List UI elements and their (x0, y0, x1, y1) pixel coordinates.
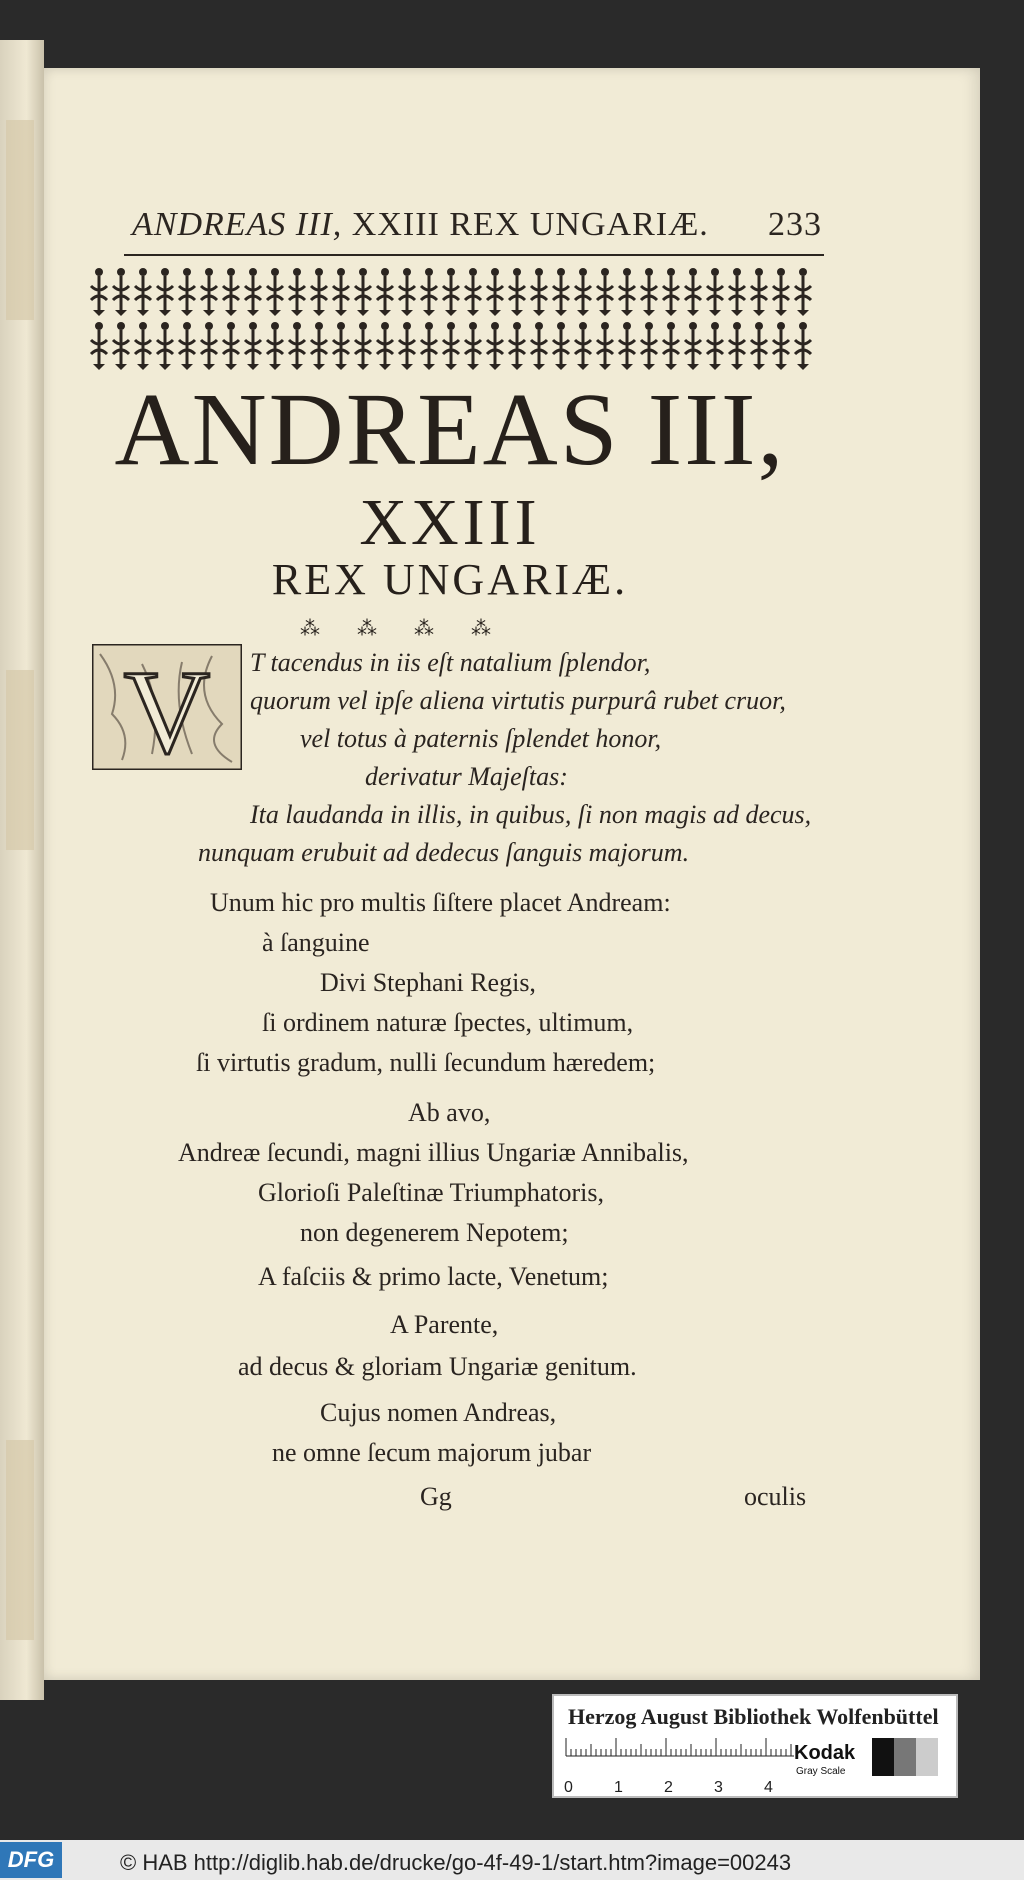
ornament-fleuron (443, 322, 459, 370)
ornament-fleuron (267, 322, 283, 370)
italic-line-4: derivatur Majeſtas: (365, 762, 568, 791)
ornament-fleuron (399, 322, 415, 370)
scale-num-4: 4 (764, 1779, 773, 1796)
ornament-fleuron (421, 268, 437, 316)
ornament-fleuron (157, 268, 173, 316)
ornament-fleuron (113, 322, 129, 370)
ornament-fleuron (619, 268, 635, 316)
color-scale-target (552, 1694, 958, 1798)
ornament-fleuron (179, 322, 195, 370)
scale-num-1: 1 (614, 1779, 623, 1796)
ornament-fleuron (421, 322, 437, 370)
kodak-brand: Kodak (794, 1742, 856, 1764)
library-name: Herzog August Bibliothek Wolfenbüttel (568, 1704, 939, 1729)
roman-line-11: A Parente, (390, 1310, 499, 1339)
ornament-fleuron (751, 268, 767, 316)
ornament-fleuron (707, 268, 723, 316)
ornament-fleuron (443, 268, 459, 316)
title-main: ANDREAS III, (114, 372, 786, 487)
ornament-fleuron (135, 322, 151, 370)
ornament-fleuron (729, 322, 745, 370)
ornament-fleuron (267, 268, 283, 316)
roman-line-12: ad decus & gloriam Ungariæ genitum. (238, 1352, 637, 1381)
ornament-fleuron (333, 322, 349, 370)
ornament-fleuron (311, 268, 327, 316)
running-head (132, 206, 822, 250)
italic-line-1: T tacendus in iis eſt natalium ſplendor, (250, 648, 651, 677)
ornament-fleuron (795, 268, 811, 316)
ornament-fleuron (91, 322, 107, 370)
scale-num-2: 2 (664, 1779, 673, 1796)
ornament-band (88, 264, 822, 370)
head-rule (124, 254, 824, 256)
ornament-fleuron (641, 322, 657, 370)
roman-line-9: non degenerem Nepotem; (300, 1218, 569, 1247)
ornament-fleuron (531, 322, 547, 370)
signature-mark: Gg (420, 1482, 452, 1511)
gray-scale-label: Gray Scale (796, 1766, 846, 1777)
ornament-fleuron (487, 322, 503, 370)
footer-credit-link[interactable]: © HAB http://diglib.hab.de/drucke/go-4f-49-1/start.htm?image=00243 (120, 1850, 792, 1875)
ornament-fleuron (135, 268, 151, 316)
ornament-fleuron (773, 322, 789, 370)
roman-line-8: Glorioſi Paleſtinæ Triumphatoris, (258, 1178, 604, 1207)
ornament-fleuron (531, 268, 547, 316)
ornament-fleuron (289, 268, 305, 316)
ornament-fleuron (355, 268, 371, 316)
ornament-fleuron (311, 322, 327, 370)
ornament-fleuron (113, 268, 129, 316)
ornament-fleuron (773, 268, 789, 316)
roman-line-7: Andreæ ſecundi, magni illius Ungariæ Annibalis, (178, 1138, 689, 1167)
italic-line-5: Ita laudanda in illis, in quibus, ſi non magis ad decus, (250, 800, 812, 829)
ornament-fleuron (509, 268, 525, 316)
ornament-fleuron (399, 268, 415, 316)
italic-line-2: quorum vel ipſe aliena virtutis purpurâ rubet cruor, (250, 686, 786, 715)
gray-patch-black (872, 1738, 894, 1776)
roman-line-6: Ab avo, (408, 1098, 491, 1127)
running-head-italic: ANDREAS III, (132, 206, 343, 243)
gray-patch-mid (894, 1738, 916, 1776)
ornament-fleuron (91, 268, 107, 316)
ornament-fleuron (685, 268, 701, 316)
ornament-fleuron (223, 268, 239, 316)
ornament-fleuron (201, 268, 217, 316)
ornament-fleuron (575, 322, 591, 370)
ornament-fleuron (245, 322, 261, 370)
ornament-fleuron (355, 322, 371, 370)
roman-line-2: à ſanguine (262, 928, 370, 957)
ornament-fleuron (707, 322, 723, 370)
ornament-fleuron (223, 322, 239, 370)
previous-page-edge (0, 40, 44, 1700)
title-rex: REX UNGARIÆ. (271, 555, 629, 604)
ornament-fleuron (751, 322, 767, 370)
ornament-fleuron (553, 322, 569, 370)
ornament-fleuron (179, 268, 195, 316)
ornament-fleuron (729, 268, 745, 316)
roman-line-3: Divi Stephani Regis, (320, 968, 536, 997)
ornament-fleuron (245, 268, 261, 316)
scale-num-0: 0 (564, 1779, 573, 1796)
ornament-fleuron (465, 322, 481, 370)
ornament-fleuron (465, 268, 481, 316)
italic-line-6: nunquam erubuit ad dedecus ſanguis majorum. (198, 838, 690, 867)
ruler-scale (564, 1736, 810, 1796)
ornament-fleuron (619, 322, 635, 370)
ornament-fleuron (597, 268, 613, 316)
roman-line-5: ſi virtutis gradum, nulli ſecundum hæredem; (196, 1048, 656, 1077)
ornament-fleuron (663, 322, 679, 370)
roman-line-4: ſi ordinem naturæ ſpectes, ultimum, (262, 1008, 634, 1037)
roman-line-13: Cujus nomen Andreas, (320, 1398, 557, 1427)
ornament-fleuron (795, 322, 811, 370)
ornament-stars: ⁂ ⁂ ⁂ ⁂ (300, 618, 493, 640)
ornament-fleuron (685, 322, 701, 370)
ornament-fleuron (641, 268, 657, 316)
gray-patch-light (916, 1738, 938, 1776)
page-number: 233 (768, 206, 822, 243)
ornament-fleuron (509, 322, 525, 370)
ornament-fleuron (663, 268, 679, 316)
decorated-initial-v (92, 644, 242, 770)
italic-line-3: vel totus à paternis ſplendet honor, (300, 724, 662, 753)
ornament-fleuron (377, 322, 393, 370)
scale-num-3: 3 (714, 1779, 723, 1796)
ornament-fleuron (333, 268, 349, 316)
ornament-fleuron (157, 322, 173, 370)
dfg-logo: DFG (0, 1842, 62, 1878)
roman-line-10: A faſciis & primo lacte, Venetum; (258, 1262, 609, 1291)
roman-line-1: Unum hic pro multis ſiſtere placet Andream: (210, 888, 671, 917)
drop-cap-letter: V (123, 645, 211, 770)
ornament-fleuron (377, 268, 393, 316)
title-number: XXIII (359, 486, 541, 559)
ornament-fleuron (575, 268, 591, 316)
roman-line-14: ne omne ſecum majorum jubar (272, 1438, 592, 1467)
catchword: oculis (744, 1482, 807, 1511)
ornament-fleuron (597, 322, 613, 370)
ornament-fleuron (289, 322, 305, 370)
ornament-fleuron (487, 268, 503, 316)
ornament-fleuron (553, 268, 569, 316)
running-head-roman: XXIII REX UNGARIÆ. (351, 206, 709, 243)
ornament-fleuron (201, 322, 217, 370)
